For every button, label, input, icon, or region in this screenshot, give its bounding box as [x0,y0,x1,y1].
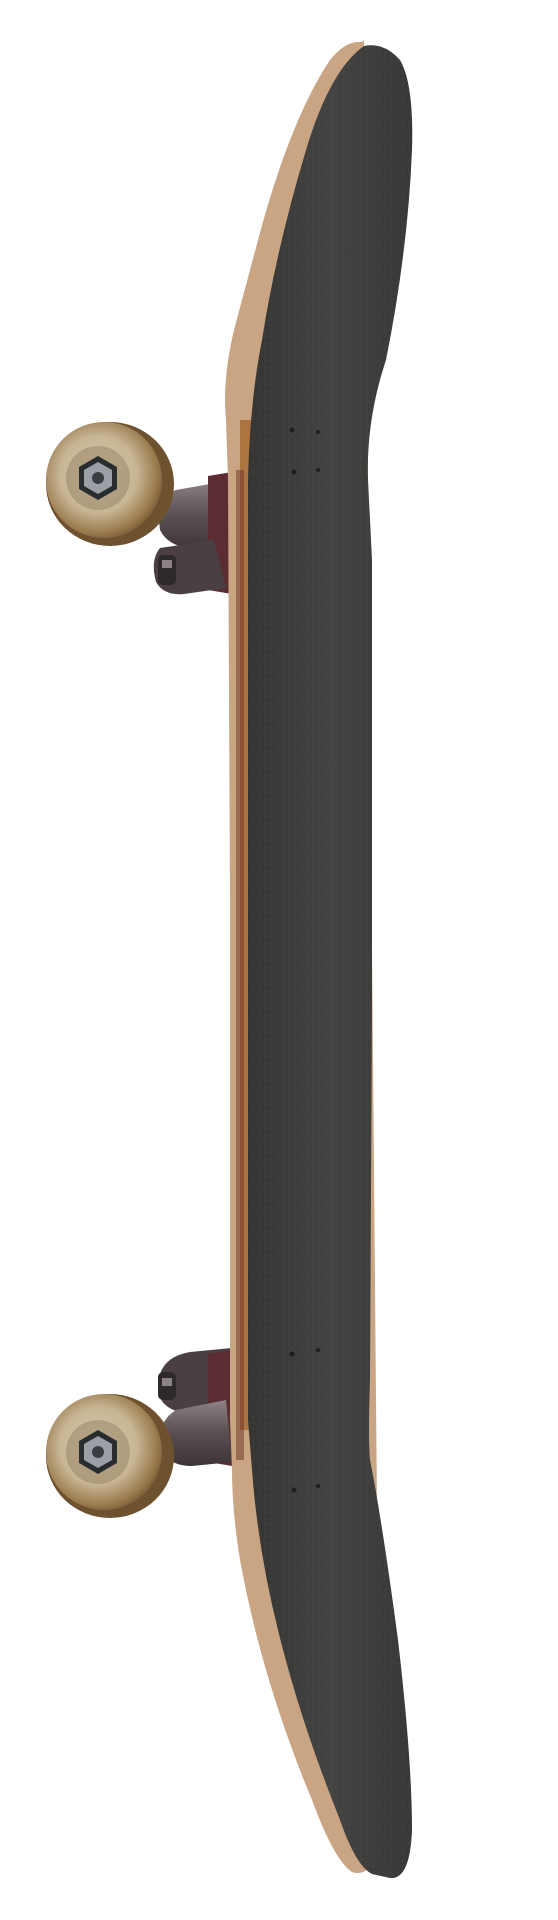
front-wheel [46,422,174,546]
rear-wheel [46,1394,174,1518]
deck [225,40,412,1878]
